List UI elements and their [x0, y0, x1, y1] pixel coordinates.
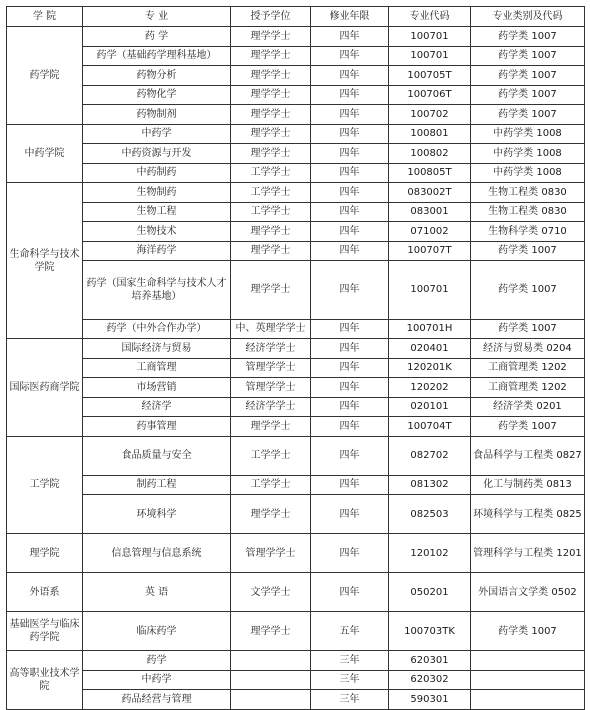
major-name: 临床药学: [83, 612, 231, 651]
table-row: [7, 261, 585, 320]
study-years: 四年: [311, 85, 389, 105]
degree: 理学学士: [231, 105, 311, 125]
major-name: 药学（基础药学理科基地）: [83, 46, 231, 66]
degree: 工学学士: [231, 475, 311, 495]
major-category: 生物科学类 0710: [471, 222, 585, 242]
major-name: 信息管理与信息系统: [83, 534, 231, 573]
major-code: 100701: [389, 27, 471, 47]
major-code: 081302: [389, 475, 471, 495]
table-row: [7, 495, 585, 534]
degree: 理学学士: [231, 124, 311, 144]
study-years: 四年: [311, 436, 389, 475]
study-years: 四年: [311, 339, 389, 359]
major-category: 外国语言文学类 0502: [471, 573, 585, 612]
degree: 工学学士: [231, 436, 311, 475]
major-code: 071002: [389, 222, 471, 242]
school-name: 高等职业技术学院: [7, 651, 83, 710]
study-years: 四年: [311, 46, 389, 66]
major-category: 工商管理类 1202: [471, 378, 585, 398]
study-years: 四年: [311, 261, 389, 320]
major-category: 药学类 1007: [471, 612, 585, 651]
majors-table: [6, 6, 585, 710]
header-school: 学 院: [7, 7, 83, 27]
major-name: 生物制药: [83, 183, 231, 203]
major-code: 620302: [389, 670, 471, 690]
degree: 管理学学士: [231, 534, 311, 573]
study-years: 四年: [311, 202, 389, 222]
major-code: 050201: [389, 573, 471, 612]
study-years: 四年: [311, 105, 389, 125]
major-name: 药 学: [83, 27, 231, 47]
header-degree: 授予学位: [231, 7, 311, 27]
study-years: 四年: [311, 358, 389, 378]
major-category: 管理科学与工程类 1201: [471, 534, 585, 573]
major-category: 药学类 1007: [471, 261, 585, 320]
study-years: 四年: [311, 124, 389, 144]
major-code: 590301: [389, 690, 471, 710]
major-code: 100704T: [389, 417, 471, 437]
header-major: 专 业: [83, 7, 231, 27]
school-name: 外语系: [7, 573, 83, 612]
major-name: 国际经济与贸易: [83, 339, 231, 359]
major-code: 100707T: [389, 241, 471, 261]
study-years: 四年: [311, 241, 389, 261]
study-years: 四年: [311, 475, 389, 495]
major-category: [471, 670, 585, 690]
school-name: 药学院: [7, 27, 83, 125]
major-name: 食品质量与安全: [83, 436, 231, 475]
major-name: 药物化学: [83, 85, 231, 105]
study-years: 四年: [311, 163, 389, 183]
degree: 理学学士: [231, 261, 311, 320]
degree: 理学学士: [231, 66, 311, 86]
major-code: 100703TK: [389, 612, 471, 651]
school-name: 工学院: [7, 436, 83, 534]
study-years: 四年: [311, 144, 389, 164]
major-name: 经济学: [83, 397, 231, 417]
major-name: 中药制药: [83, 163, 231, 183]
major-code: 100701: [389, 261, 471, 320]
major-name: 制药工程: [83, 475, 231, 495]
major-name: 药事管理: [83, 417, 231, 437]
study-years: 四年: [311, 495, 389, 534]
degree: 理学学士: [231, 417, 311, 437]
major-name: 药品经营与管理: [83, 690, 231, 710]
degree: 理学学士: [231, 27, 311, 47]
table-row: [7, 27, 585, 47]
major-category: 中药学类 1008: [471, 144, 585, 164]
major-category: 药学类 1007: [471, 27, 585, 47]
table-row: [7, 144, 585, 164]
major-name: 中药学: [83, 670, 231, 690]
major-code: 100701H: [389, 319, 471, 339]
study-years: 四年: [311, 378, 389, 398]
study-years: 四年: [311, 417, 389, 437]
table-row: [7, 475, 585, 495]
degree: 文学学士: [231, 573, 311, 612]
major-category: 药学类 1007: [471, 85, 585, 105]
school-name: 生命科学与技术学院: [7, 183, 83, 339]
major-code: 100702: [389, 105, 471, 125]
major-name: 药学（国家生命科学与技术人才培养基地）: [83, 261, 231, 320]
major-code: 082503: [389, 495, 471, 534]
study-years: 四年: [311, 534, 389, 573]
major-code: 100701: [389, 46, 471, 66]
major-category: 药学类 1007: [471, 319, 585, 339]
table-row: [7, 670, 585, 690]
major-category: 生物工程类 0830: [471, 202, 585, 222]
major-name: 中药学: [83, 124, 231, 144]
major-name: 英 语: [83, 573, 231, 612]
major-code: 620301: [389, 651, 471, 671]
degree: 经济学学士: [231, 397, 311, 417]
major-category: 中药学类 1008: [471, 124, 585, 144]
major-category: 生物工程类 0830: [471, 183, 585, 203]
major-category: 经济与贸易类 0204: [471, 339, 585, 359]
degree: 工学学士: [231, 183, 311, 203]
major-category: 药学类 1007: [471, 417, 585, 437]
major-code: 100705T: [389, 66, 471, 86]
header-code: 专业代码: [389, 7, 471, 27]
table-row: [7, 534, 585, 573]
table-row: [7, 46, 585, 66]
major-category: 工商管理类 1202: [471, 358, 585, 378]
degree: 理学学士: [231, 144, 311, 164]
school-name: 国际医药商学院: [7, 339, 83, 437]
degree: 经济学学士: [231, 339, 311, 359]
degree: 理学学士: [231, 222, 311, 242]
major-name: 海洋药学: [83, 241, 231, 261]
major-code: 100706T: [389, 85, 471, 105]
degree: 理学学士: [231, 495, 311, 534]
study-years: 四年: [311, 222, 389, 242]
degree: [231, 690, 311, 710]
major-code: 120202: [389, 378, 471, 398]
major-category: 化工与制药类 0813: [471, 475, 585, 495]
school-name: 理学院: [7, 534, 83, 573]
school-name: 中药学院: [7, 124, 83, 183]
major-category: 药学类 1007: [471, 105, 585, 125]
major-category: 中药学类 1008: [471, 163, 585, 183]
study-years: 三年: [311, 690, 389, 710]
major-name: 中药资源与开发: [83, 144, 231, 164]
major-name: 药物分析: [83, 66, 231, 86]
table-row: [7, 222, 585, 242]
major-code: 100802: [389, 144, 471, 164]
study-years: 四年: [311, 183, 389, 203]
major-code: 100801: [389, 124, 471, 144]
table-row: [7, 319, 585, 339]
table-row: [7, 417, 585, 437]
table-row: [7, 573, 585, 612]
major-code: 120102: [389, 534, 471, 573]
table-row: [7, 397, 585, 417]
table-row: [7, 690, 585, 710]
degree: 理学学士: [231, 46, 311, 66]
degree: 工学学士: [231, 202, 311, 222]
major-category: 药学类 1007: [471, 66, 585, 86]
major-category: [471, 690, 585, 710]
table-row: [7, 358, 585, 378]
degree: [231, 670, 311, 690]
major-name: 生物工程: [83, 202, 231, 222]
study-years: 四年: [311, 397, 389, 417]
study-years: 五年: [311, 612, 389, 651]
table-row: [7, 124, 585, 144]
degree: 理学学士: [231, 85, 311, 105]
study-years: 三年: [311, 670, 389, 690]
study-years: 四年: [311, 319, 389, 339]
degree: 中、英理学学士: [231, 319, 311, 339]
major-category: 环境科学与工程类 0825: [471, 495, 585, 534]
major-category: 药学类 1007: [471, 241, 585, 261]
major-name: 药物制剂: [83, 105, 231, 125]
major-code: 083001: [389, 202, 471, 222]
school-name: 基础医学与临床药学院: [7, 612, 83, 651]
table-row: [7, 85, 585, 105]
major-name: 市场营销: [83, 378, 231, 398]
major-code: 100805T: [389, 163, 471, 183]
table-row: [7, 436, 585, 475]
major-code: 120201K: [389, 358, 471, 378]
study-years: 四年: [311, 27, 389, 47]
major-category: [471, 651, 585, 671]
table-row: [7, 612, 585, 651]
degree: 理学学士: [231, 241, 311, 261]
major-name: 生物技术: [83, 222, 231, 242]
degree: 管理学学士: [231, 358, 311, 378]
degree: 理学学士: [231, 612, 311, 651]
header-years: 修业年限: [311, 7, 389, 27]
table-row: [7, 66, 585, 86]
header-row: [7, 7, 585, 27]
study-years: 四年: [311, 573, 389, 612]
table-body: [7, 27, 585, 710]
major-code: 083002T: [389, 183, 471, 203]
degree: 工学学士: [231, 163, 311, 183]
degree: [231, 651, 311, 671]
table-row: [7, 105, 585, 125]
study-years: 四年: [311, 66, 389, 86]
study-years: 三年: [311, 651, 389, 671]
major-code: 020401: [389, 339, 471, 359]
major-code: 082702: [389, 436, 471, 475]
header-category: 专业类别及代码: [471, 7, 585, 27]
table-row: [7, 378, 585, 398]
major-category: 食品科学与工程类 0827: [471, 436, 585, 475]
table-row: [7, 183, 585, 203]
table-row: [7, 339, 585, 359]
major-category: 经济学类 0201: [471, 397, 585, 417]
major-name: 环境科学: [83, 495, 231, 534]
table-row: [7, 241, 585, 261]
table-row: [7, 202, 585, 222]
major-name: 药学（中外合作办学）: [83, 319, 231, 339]
degree: 管理学学士: [231, 378, 311, 398]
table-row: [7, 163, 585, 183]
table-row: [7, 651, 585, 671]
major-name: 药学: [83, 651, 231, 671]
major-name: 工商管理: [83, 358, 231, 378]
major-code: 020101: [389, 397, 471, 417]
major-category: 药学类 1007: [471, 46, 585, 66]
